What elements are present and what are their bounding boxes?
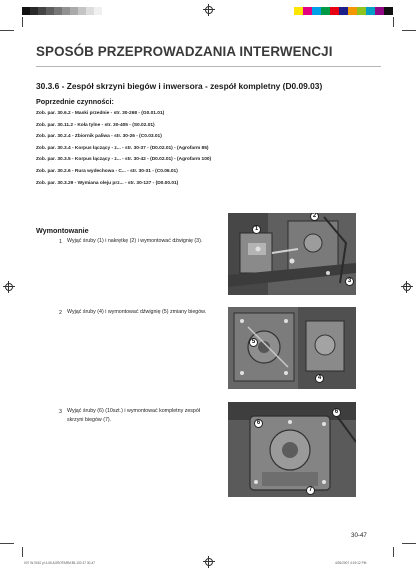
crop-mark <box>393 547 394 557</box>
chapter-title: SPOSÓB PRZEPROWADZANIA INTERWENCJI <box>36 44 333 59</box>
reference-link[interactable]: Zob. par. 30.2.4 - Zbiornik paliwa - str. 30-26 - (C0.03.01) <box>36 134 162 140</box>
reference-link[interactable]: Zob. par. 30.3.5 - Korpus łączący - z... - str. 30-42 - (D0.02.01) - (Agrofarm 100) <box>36 157 212 163</box>
step-photo <box>228 307 356 389</box>
callout-marker: 1 <box>252 225 261 234</box>
reference-list <box>36 111 211 192</box>
reference-link[interactable]: Zob. par. 30.11.2 - Koła tylne - str. 30-405 - (S0.02.01) <box>36 122 155 128</box>
header-rule <box>36 66 381 67</box>
reference-link[interactable]: Zob. par. 30.3.29 - Wymiana oleju prz... - str. 30-127 - (D0.00.01) <box>36 180 179 186</box>
print-calibration-bar-color <box>294 7 393 15</box>
reference-link[interactable]: Zob. par. 30.3.4 - Korpus łączący - z... - str. 30-37 - (D0.02.01) - (Agrofarm 85) <box>36 145 209 151</box>
callout-marker: 3 <box>345 277 354 286</box>
page-number: 30-47 <box>351 532 367 539</box>
print-slug-right: 4/26/2007 4:19:12 PM <box>335 561 367 565</box>
step-text: Wyjąć śruby (6) (10szt.) i wymontować kompletny zespół skrzyni biegów (7). <box>67 408 201 423</box>
callout-marker: 5 <box>249 338 258 347</box>
callout-marker: 4 <box>315 374 324 383</box>
section-title: 30.3.6 - Zespół skrzyni biegów i inwersora - zespół kompletny (D0.09.03) <box>36 81 323 91</box>
reference-link[interactable]: Zob. par. 30.2.6 - Rura wydechowa - C... - str. 30-31 - (C0.06.01) <box>36 168 178 174</box>
print-slug-left: 007 W 0010 pl 4-06 AGROFARM 85-100 47 30-47 <box>24 561 96 565</box>
registration-mark-left <box>3 281 15 293</box>
crop-mark <box>22 547 23 557</box>
step-number: 3 <box>59 409 62 415</box>
crop-mark <box>393 17 394 27</box>
removal-heading: Wymontowanie <box>36 226 89 235</box>
step-text: Wyjąć śruby (1) i nakrętkę (2) i wymontować dźwignię (3). <box>67 238 203 244</box>
step-photo <box>228 402 356 497</box>
step-number: 1 <box>59 239 62 245</box>
callout-marker: 2 <box>310 213 319 221</box>
callout-marker: 6 <box>254 419 263 428</box>
crop-mark <box>402 30 416 31</box>
step-number: 2 <box>59 310 62 316</box>
previous-operations-heading: Poprzednie czynności: <box>36 97 114 106</box>
step-text: Wyjąć śruby (4) i wymontować dźwignię (5) zmiany biegów. <box>67 309 207 315</box>
registration-mark-top <box>203 4 215 16</box>
crop-mark <box>0 30 14 31</box>
print-calibration-bar-grayscale <box>22 7 102 15</box>
crop-mark <box>0 543 14 544</box>
callout-marker: 7 <box>306 486 315 495</box>
registration-mark-bottom <box>203 556 215 568</box>
crop-mark <box>402 543 416 544</box>
callout-marker: 6 <box>332 408 341 417</box>
registration-mark-right <box>401 281 413 293</box>
crop-mark <box>22 17 23 27</box>
reference-link[interactable]: Zob. par. 30.6.2 - Maski przednie - str. 30-268 - (G0.01.01) <box>36 111 165 116</box>
step-photo <box>228 213 356 295</box>
